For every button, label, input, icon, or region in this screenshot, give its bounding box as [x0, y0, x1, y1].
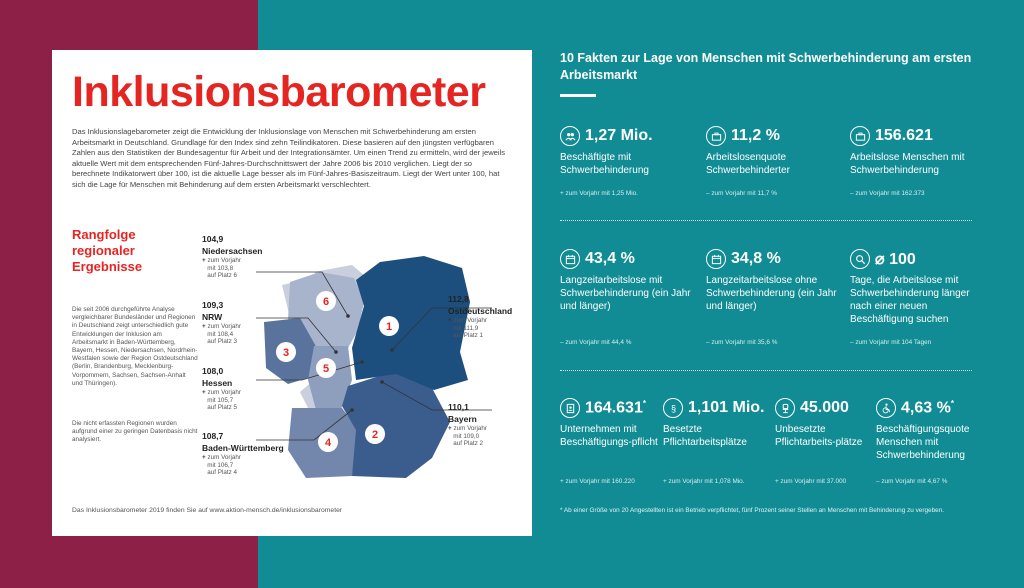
intro-text: Das Inklusionslagebarometer zeigt die Entwicklung der Inklusionslage von Menschen mit Schwerbehinderung am ersten Arbeitsmarkt in Deutschland. Grundlage für den Index sind zehn Teilindikatoren. Diese basieren auf den jüngsten verfügbaren Zahlen aus den Statistiken der Bundesagentur für Arbeit und der Integrationsämter. Um einen Trend zu ermitteln, wird der jeweils aktuelle Wert mit dem entsprechenden Fünf-Jahres-Durchschnittswert der Jahre 2006 bis 2010 verglichen. Liegt der so berechnete Indikatorwert über 100, ist die aktuelle Lage besser als im Fünf-Jahres-Basiszeitraum. Liegt der Wert unter 100, hat sich die Lage für Menschen mit Behinderung auf dem ersten Arbeitsmarkt verschlechtert.: [72, 127, 506, 189]
svg-text:5: 5: [322, 363, 330, 375]
ranking-note: Die nicht erfassten Regionen wurden aufgrund einer zu geringen Datenbasis nicht analysiert.: [72, 420, 198, 444]
fact-search-days: ⌀ 100 Tage, die Arbeitslose mit Schwerbehinderung länger nach einer neuen Beschäftigung suchen – zum Vorjahr mit 104 Tagen: [850, 251, 970, 346]
svg-text:§: §: [670, 403, 676, 414]
divider-1: [560, 220, 972, 221]
germany-map: [52, 50, 532, 536]
barometer-card: [52, 50, 532, 536]
fact-long-term-without: 34,8 % Langzeitarbeitslose ohne Schwerbehinderung (ein Jahr und länger) – zum Vorjahr mit 35,6 %: [706, 250, 837, 346]
fact-filled-positions: § 1,101 Mio. Besetzte Pflichtarbeitsplätze + zum Vorjahr mit 1,078 Mio.: [663, 399, 765, 485]
footnote: * Ab einer Größe von 20 Angestellten ist ein Betrieb verpflichtet, fünf Prozent seiner Stellen an Menschen mit Behinderung zu vergeben.: [560, 507, 945, 514]
region-label-hessen: 108,0 Hessen + zum Vorjahr mit 105,7 auf Platz 5: [202, 366, 242, 412]
fact-employed: 1,27 Mio. Beschäftigte mit Schwerbehinderung + zum Vorjahr mit 1,25 Mio.: [560, 127, 653, 197]
title-underline: [560, 94, 596, 97]
svg-text:4: 4: [324, 437, 332, 449]
region-label-ostdeutschland: 112,8 Ostdeutschland + zum Vorjahr mit 111,9 auf Platz 1: [448, 294, 513, 340]
svg-text:3: 3: [282, 347, 290, 359]
calendar-icon: [706, 249, 726, 269]
page-title: Inklusionsbarometer: [72, 68, 486, 116]
fact-vacant-positions: 45.000 Unbesetzte Pflichtarbeits-plätze + zum Vorjahr mit 37.000: [775, 399, 863, 485]
ranking-heading: Rangfolge regionaler Ergebnisse: [72, 227, 143, 274]
ranking-description: Die seit 2006 durchgeführte Analyse vergleichbarer Bundesländer und Regionen in Deutschland zeigt unterschiedlich gute Entwicklungen der Inklusion am Arbeitsmarkt in Baden-Württemberg, Bayern, Hessen, Niedersachsen, Nordrhein-Westfalen sowie der Region Ostdeutschland (Berlin, Brandenburg, Mecklenburg-Vorpommern, Sachsen, Sachsen-Anhalt und Thüringen).: [72, 306, 198, 387]
fact-unemployed-count: 156.621 Arbeitslose Menschen mit Schwerbehinderung – zum Vorjahr mit 162.373: [850, 127, 965, 197]
briefcase-icon: [706, 126, 726, 146]
footer-link-text: Das Inklusionsbarometer 2019 finden Sie auf www.aktion-mensch.de/inklusionsbarometer: [72, 507, 343, 514]
paragraph-icon: [663, 398, 683, 418]
fact-unemployment-rate: 11,2 % Arbeitslosenquote Schwerbehinderter – zum Vorjahr mit 11,7 %: [706, 127, 790, 197]
region-label-niedersachsen: 104,9 Niedersachsen + zum Vorjahr mit 103,8 auf Platz 6: [202, 234, 263, 280]
rank-badge-3: [276, 342, 296, 362]
rank-badge-1: [379, 316, 399, 336]
search-icon: [850, 249, 870, 269]
rank-badge-4: [318, 432, 338, 452]
rank-badge-6: [316, 291, 336, 311]
wheelchair-icon: [876, 398, 896, 418]
fact-employment-rate: 4,63 %* Beschäftigungsquote Menschen mit Schwerbehinderung – zum Vorjahr mit 4,67 %: [876, 398, 970, 485]
fact-long-term-with: 43,4 % Langzeitarbeitslose mit Schwerbehinderung (ein Jahr und länger) – zum Vorjahr mit 44,4 %: [560, 250, 691, 346]
people-icon: [560, 126, 580, 146]
chair-icon: [775, 398, 795, 418]
facts-title: 10 Fakten zur Lage von Menschen mit Schwerbehinderung am ersten Arbeitsmarkt: [560, 51, 972, 82]
fact-companies: 164.631* Unternehmen mit Beschäftigungs-pflicht + zum Vorjahr mit 160.220: [560, 398, 658, 485]
region-label-baden-wuerttemberg: 108,7 Baden-Württemberg + zum Vorjahr mit 106,7 auf Platz 4: [202, 431, 284, 477]
rank-badge-5: [316, 358, 336, 378]
divider-2: [560, 370, 972, 371]
svg-text:2: 2: [371, 429, 379, 441]
briefcase-icon: [850, 126, 870, 146]
svg-text:6: 6: [322, 296, 330, 308]
svg-text:1: 1: [385, 321, 393, 333]
calendar-icon: [560, 249, 580, 269]
id-badge-icon: [560, 398, 580, 418]
region-label-bayern: 110,1 Bayern + zum Vorjahr mit 109,0 auf Platz 2: [448, 402, 488, 448]
region-label-nrw: 109,3 NRW + zum Vorjahr mit 108,4 auf Platz 3: [202, 300, 242, 346]
rank-badge-2: [365, 424, 385, 444]
